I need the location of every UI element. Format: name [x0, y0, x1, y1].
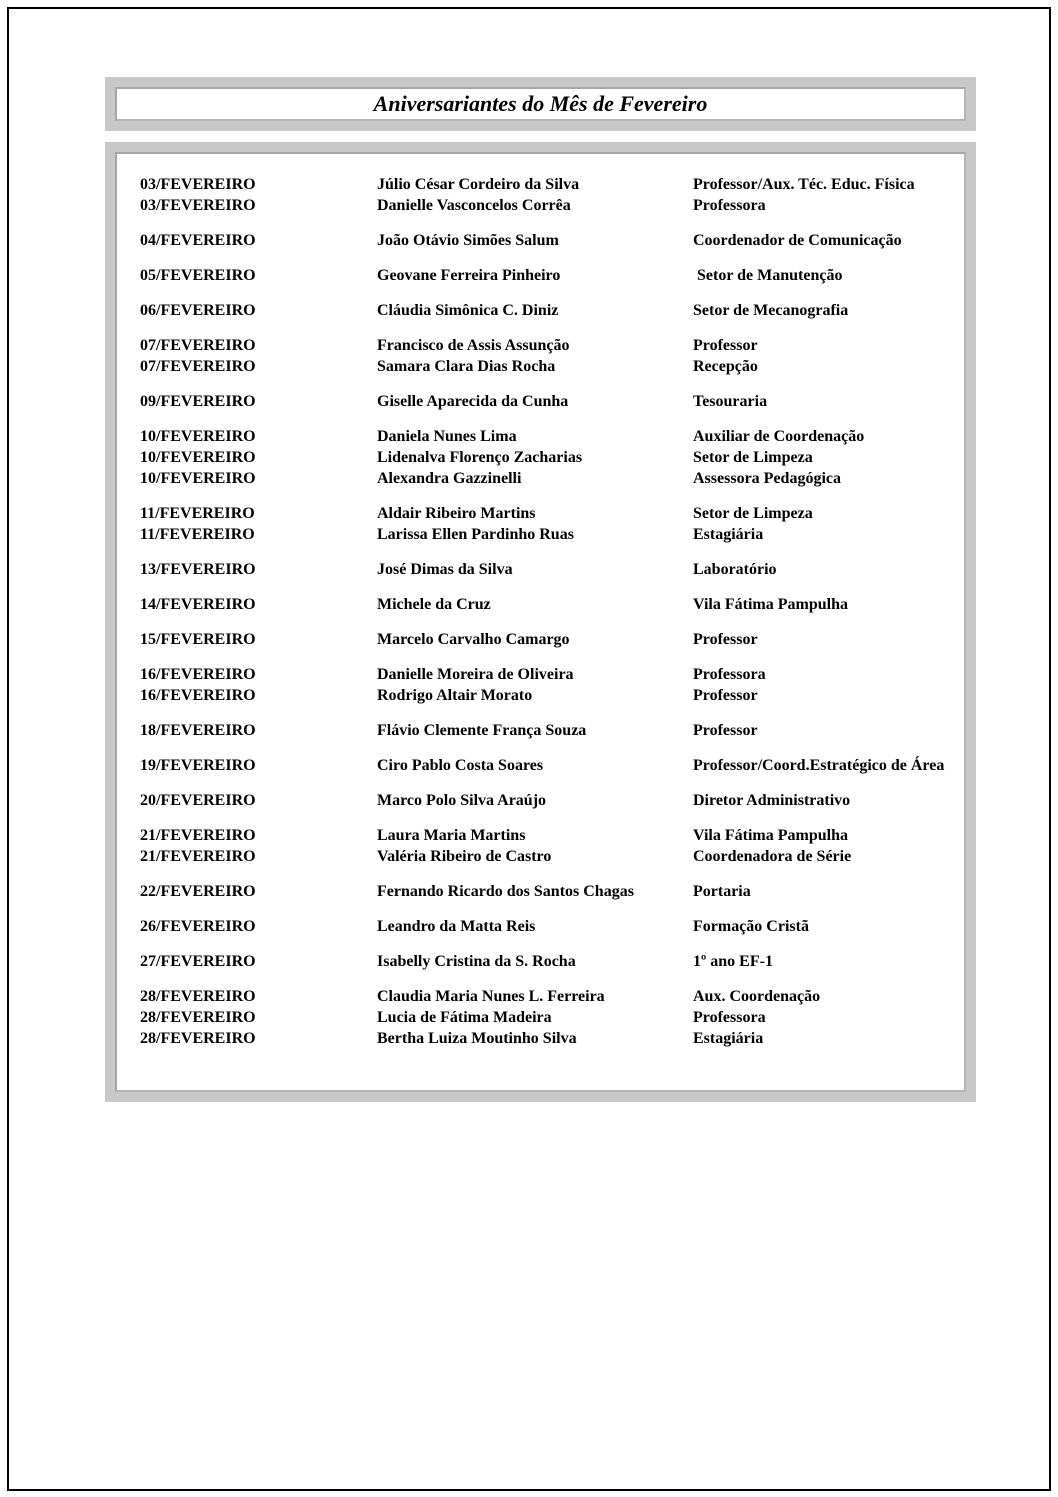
birthday-group	[140, 664, 956, 706]
birthday-date: 06/FEVEREIRO	[140, 302, 256, 319]
birthday-role: Professor/Aux. Téc. Educ. Física	[693, 176, 915, 193]
page-title: Aniversariantes do Mês de Fevereiro	[373, 91, 708, 116]
table-row	[140, 790, 956, 811]
birthday-name: Larissa Ellen Pardinho Ruas	[377, 526, 574, 543]
table-row	[140, 559, 956, 580]
birthday-name: Danielle Moreira de Oliveira	[377, 666, 574, 683]
table-row	[140, 755, 956, 776]
birthday-name: Lidenalva Florenço Zacharias	[377, 449, 583, 466]
birthday-name: Leandro da Matta Reis	[377, 918, 536, 935]
birthday-name: Claudia Maria Nunes L. Ferreira	[377, 988, 605, 1005]
birthday-group	[140, 503, 956, 545]
birthday-name: Lucia de Fátima Madeira	[377, 1009, 552, 1026]
birthday-group	[140, 335, 956, 377]
birthday-name: Danielle Vasconcelos Corrêa	[377, 197, 571, 214]
table-row	[140, 391, 956, 412]
table-row	[140, 195, 956, 216]
table-row	[140, 594, 956, 615]
table-row	[140, 664, 956, 685]
birthday-role: Estagiária	[693, 1030, 764, 1047]
table-row	[140, 503, 956, 524]
table-row	[140, 300, 956, 321]
table-row	[140, 230, 956, 251]
birthday-group	[140, 230, 956, 251]
table-row	[140, 881, 956, 902]
birthday-role: Professor	[693, 631, 758, 648]
birthday-group	[140, 790, 956, 811]
birthday-name: Bertha Luiza Moutinho Silva	[377, 1030, 577, 1047]
birthday-date: 21/FEVEREIRO	[140, 848, 256, 865]
birthday-name: João Otávio Simões Salum	[377, 232, 559, 249]
birthday-group	[140, 951, 956, 972]
birthday-role: Laboratório	[693, 561, 777, 578]
table-row	[140, 426, 956, 447]
birthday-group	[140, 986, 956, 1049]
birthday-name: Giselle Aparecida da Cunha	[377, 393, 569, 410]
birthday-list-box	[115, 152, 966, 1092]
birthday-date: 26/FEVEREIRO	[140, 918, 256, 935]
birthday-group	[140, 391, 956, 412]
birthday-name: Michele da Cruz	[377, 596, 491, 613]
birthday-role: Coordenadora de Série	[693, 848, 852, 865]
table-row	[140, 825, 956, 846]
birthday-group	[140, 559, 956, 580]
birthday-name: José Dimas da Silva	[377, 561, 513, 578]
birthday-role: Formação Cristã	[693, 918, 809, 935]
birthday-date: 11/FEVEREIRO	[140, 505, 255, 522]
birthday-name: Fernando Ricardo dos Santos Chagas	[377, 883, 634, 900]
birthday-date: 18/FEVEREIRO	[140, 722, 256, 739]
birthday-name: Aldair Ribeiro Martins	[377, 505, 536, 522]
birthday-group	[140, 825, 956, 867]
birthday-role: Auxiliar de Coordenação	[693, 428, 865, 445]
birthday-role: Assessora Pedagógica	[693, 470, 841, 487]
birthday-date: 16/FEVEREIRO	[140, 687, 256, 704]
birthday-role: Professora	[693, 666, 766, 683]
birthday-date: 04/FEVEREIRO	[140, 232, 256, 249]
birthday-group	[140, 755, 956, 776]
birthday-group	[140, 720, 956, 741]
birthday-role: Diretor Administrativo	[693, 792, 851, 809]
table-row	[140, 1007, 956, 1028]
birthday-role: Vila Fátima Pampulha	[693, 596, 848, 613]
birthday-date: 20/FEVEREIRO	[140, 792, 256, 809]
birthday-name: Isabelly Cristina da S. Rocha	[377, 953, 576, 970]
birthday-role: Professor	[693, 722, 758, 739]
birthday-group	[140, 629, 956, 650]
birthday-date: 14/FEVEREIRO	[140, 596, 256, 613]
table-row	[140, 524, 956, 545]
birthday-date: 10/FEVEREIRO	[140, 428, 256, 445]
birthday-group	[140, 265, 956, 286]
table-row	[140, 1028, 956, 1049]
birthday-role: Professora	[693, 197, 766, 214]
birthday-role: Setor de Limpeza	[693, 505, 813, 522]
birthday-group	[140, 881, 956, 902]
birthday-name: Flávio Clemente França Souza	[377, 722, 587, 739]
table-row	[140, 174, 956, 195]
birthday-role: Setor de Limpeza	[693, 449, 813, 466]
birthday-name: Alexandra Gazzinelli	[377, 470, 522, 487]
birthday-date: 07/FEVEREIRO	[140, 337, 256, 354]
table-row	[140, 846, 956, 867]
birthday-role: 1º ano EF-1	[693, 953, 773, 970]
birthday-role: Tesouraria	[693, 393, 768, 410]
birthday-name: Marco Polo Silva Araújo	[377, 792, 547, 809]
birthday-name: Ciro Pablo Costa Soares	[377, 757, 544, 774]
table-row	[140, 335, 956, 356]
birthday-date: 28/FEVEREIRO	[140, 1009, 256, 1026]
birthday-date: 15/FEVEREIRO	[140, 631, 256, 648]
table-row	[140, 916, 956, 937]
birthday-name: Laura Maria Martins	[377, 827, 526, 844]
birthday-group	[140, 426, 956, 489]
birthday-name: Valéria Ribeiro de Castro	[377, 848, 552, 865]
table-row	[140, 629, 956, 650]
birthday-role: Professor/Coord.Estratégico de Área	[693, 757, 945, 774]
table-row	[140, 685, 956, 706]
table-row	[140, 720, 956, 741]
birthday-name: Geovane Ferreira Pinheiro	[377, 267, 561, 284]
birthday-date: 27/FEVEREIRO	[140, 953, 256, 970]
birthday-group	[140, 594, 956, 615]
birthday-group	[140, 916, 956, 937]
title-box	[115, 87, 966, 121]
birthday-role: Estagiária	[693, 526, 764, 543]
birthday-name: Júlio César Cordeiro da Silva	[377, 176, 580, 193]
birthday-date: 28/FEVEREIRO	[140, 988, 256, 1005]
table-row	[140, 951, 956, 972]
birthday-date: 10/FEVEREIRO	[140, 470, 256, 487]
birthday-role: Aux. Coordenação	[693, 988, 821, 1005]
birthday-date: 19/FEVEREIRO	[140, 757, 256, 774]
birthday-role: Professor	[693, 687, 758, 704]
birthday-name: Marcelo Carvalho Camargo	[377, 631, 570, 648]
table-row	[140, 447, 956, 468]
birthday-date: 21/FEVEREIRO	[140, 827, 256, 844]
birthday-date: 09/FEVEREIRO	[140, 393, 256, 410]
birthday-groups	[140, 174, 956, 1049]
birthday-list-frame	[105, 142, 976, 1102]
birthday-role: Recepção	[693, 358, 758, 375]
birthday-name: Rodrigo Altair Morato	[377, 687, 533, 704]
birthday-role: Portaria	[693, 883, 751, 900]
birthday-date: 16/FEVEREIRO	[140, 666, 256, 683]
birthday-date: 13/FEVEREIRO	[140, 561, 256, 578]
birthday-date: 22/FEVEREIRO	[140, 883, 256, 900]
birthday-date: 07/FEVEREIRO	[140, 358, 256, 375]
birthday-group	[140, 300, 956, 321]
birthday-role: Professor	[693, 337, 758, 354]
birthday-name: Samara Clara Dias Rocha	[377, 358, 556, 375]
birthday-date: 28/FEVEREIRO	[140, 1030, 256, 1047]
birthday-role: Setor de Mecanografia	[693, 302, 849, 319]
birthday-date: 05/FEVEREIRO	[140, 267, 256, 284]
birthday-group	[140, 174, 956, 216]
birthday-date: 10/FEVEREIRO	[140, 449, 256, 466]
birthday-date: 03/FEVEREIRO	[140, 197, 256, 214]
birthday-date: 03/FEVEREIRO	[140, 176, 256, 193]
table-row	[140, 356, 956, 377]
birthday-role: Setor de Manutenção	[693, 267, 843, 284]
title-frame	[105, 77, 976, 131]
birthday-date: 11/FEVEREIRO	[140, 526, 255, 543]
table-row	[140, 265, 956, 286]
birthday-name: Daniela Nunes Lima	[377, 428, 517, 445]
table-row	[140, 468, 956, 489]
birthday-name: Cláudia Simônica C. Diniz	[377, 302, 559, 319]
table-row	[140, 986, 956, 1007]
birthday-role: Professora	[693, 1009, 766, 1026]
birthday-role: Coordenador de Comunicação	[693, 232, 902, 249]
birthday-name: Francisco de Assis Assunção	[377, 337, 570, 354]
birthday-role: Vila Fátima Pampulha	[693, 827, 848, 844]
